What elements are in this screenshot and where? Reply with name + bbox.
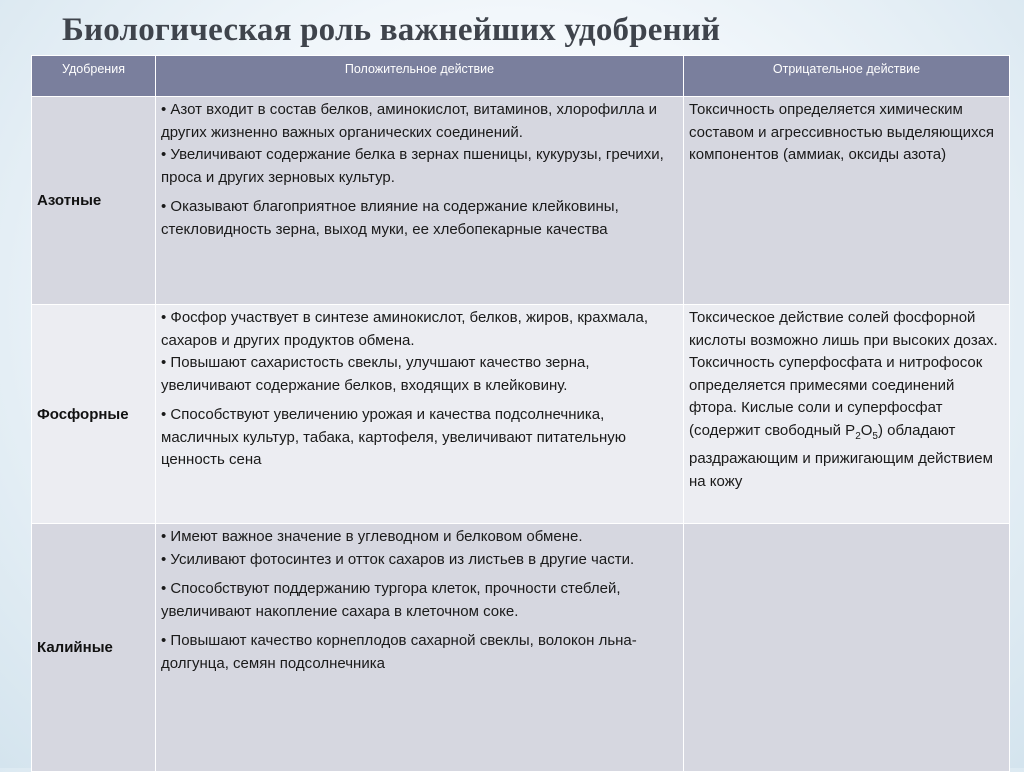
positive-cell-phosphorus (156, 305, 684, 524)
column-header-negative: Отрицательное действие (684, 56, 1010, 97)
subscript-2: 2 (855, 430, 861, 442)
positive-item: • Способствуют увеличению урожая и качества подсолнечника, масличных культур, табака, картофеля, увеличивают питательную ценность сена (161, 406, 626, 468)
column-header-fertilizers: Удобрения (32, 56, 156, 97)
fertilizer-table (31, 55, 1010, 772)
positive-cell-nitrogen (156, 97, 684, 305)
positive-item: • Азот входит в состав белков, аминокислот, витаминов, хлорофилла и других жизненно важных органических соединений. (161, 101, 658, 141)
positive-cell-potassium (156, 524, 684, 772)
positive-item: • Оказывают благоприятное влияние на содержание клейковины, стекловидность зерна, выход муки, ее хлебопекарные качества (161, 198, 619, 238)
table-row-nitrogen (32, 97, 1010, 305)
row-label-nitrogen: Азотные (32, 97, 156, 305)
positive-item: • Повышают сахаристость свеклы, улучшают качество зерна, увеличивают содержание белков, входящих в клейковину. (161, 354, 590, 394)
negative-text-part: Токсическое действие солей фосфорной кислоты возможно лишь при высоких дозах. Токсичность суперфосфата и нитрофосок определяется примесями соединений фтора. Кислые соли и суперфосфат (содержит свободный P (689, 309, 998, 439)
subscript-5: 5 (872, 430, 878, 442)
table-row-phosphorus (32, 305, 1010, 524)
positive-item: • Фосфор участвует в синтезе аминокислот, белков, жиров, крахмала, сахаров и других продуктов обмена. (161, 309, 649, 349)
row-label-phosphorus: Фосфорные (32, 305, 156, 524)
positive-item: • Усиливают фотосинтез и отток сахаров из листьев в другие части. (161, 550, 635, 568)
table-row-potassium (32, 524, 1010, 772)
oxygen-symbol: O (860, 421, 873, 439)
table-header-row (32, 56, 1010, 97)
positive-item: • Имеют важное значение в углеводном и белковом обмене. (161, 528, 583, 545)
row-label-potassium: Калийные (32, 524, 156, 772)
negative-cell-potassium (684, 524, 1010, 772)
column-header-positive: Положительное действие (156, 56, 684, 97)
positive-item: • Увеличивают содержание белка в зернах пшеницы, кукурузы, гречихи, проса и других зерновых культур. (161, 146, 664, 186)
negative-cell-phosphorus (684, 305, 1010, 524)
negative-cell-nitrogen: Токсичность определяется химическим составом и агрессивностью выделяющихся компонентов (аммиак, оксиды азота) (684, 97, 1010, 305)
slide-title: Биологическая роль важнейших удобрений (62, 12, 721, 48)
negative-text-part: ) обладают раздражающим и прижигающим действием на кожу (689, 421, 993, 490)
positive-item: • Повышают качество корнеплодов сахарной свеклы, волокон льна-долгунца, семян подсолнечника (161, 632, 637, 672)
positive-item: • Способствуют поддержанию тургора клеток, прочности стеблей, увеличивают накопление сахара в клеточном соке. (161, 580, 621, 620)
